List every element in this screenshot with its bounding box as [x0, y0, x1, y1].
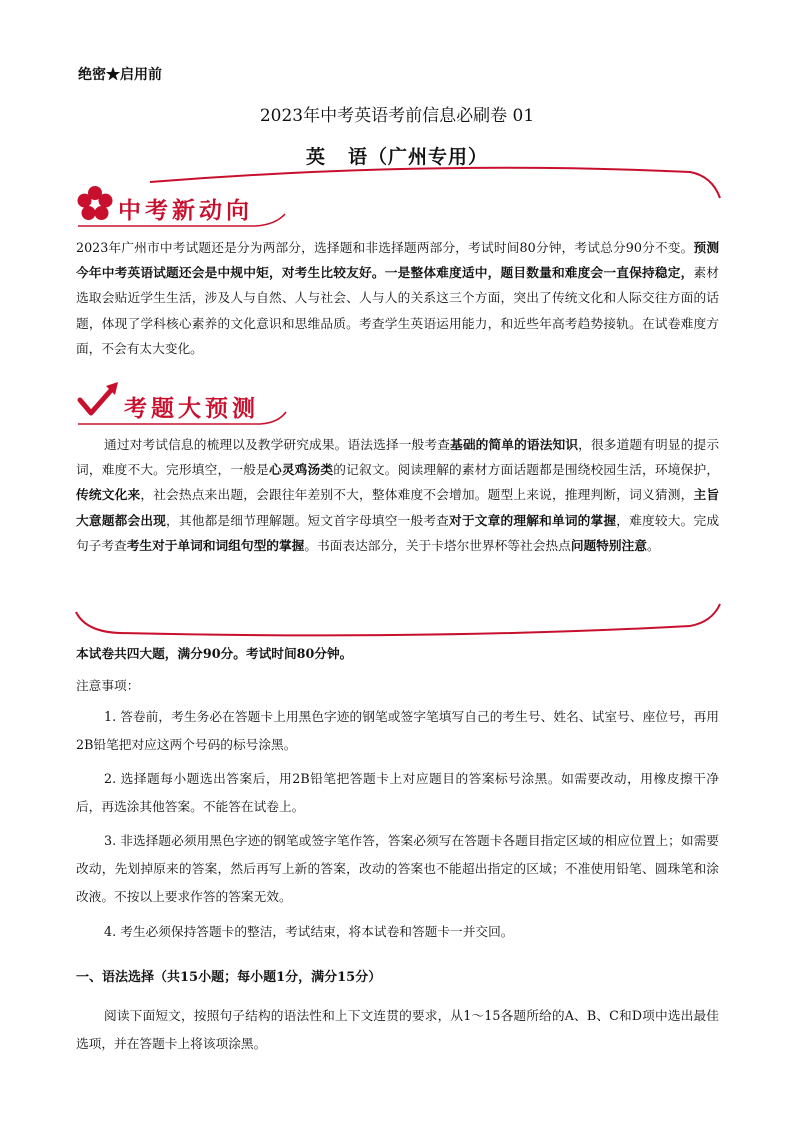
secret-label: 绝密★启用前 — [78, 67, 162, 83]
notes-label: 注意事项： — [76, 678, 140, 693]
box1-heading: 中考新动向 — [118, 198, 253, 224]
page-subtitle — [0, 142, 794, 169]
note-item-3: 3. 非选择题必须用黑色字迹的钢笔或签字笔作答，答案必须写在答题卡各题目指定区域的相应位置上；如需要改动，先划掉原来的答案，然后再写上新的答案，改动的答案也不能超出指定的区域；不准使用铅笔、圆珠笔和涂改液。不按以上要求作答的答案无效。 — [76, 833, 719, 904]
section1-instruction: 阅读下面短文，按照句子结构的语法性和上下文连贯的要求，从1～15各题所给的A、B、C和D项中选出最佳选项，并在答题卡上将该项涂黑。 — [76, 1008, 719, 1051]
note-item-1: 1. 答卷前，考生务必在答题卡上用黑色字迹的钢笔或签字笔填写自己的考生号、姓名、试室号、座位号，再用2B铅笔把对应这两个号码的标号涂黑。 — [76, 709, 719, 752]
box2-paragraph: 通过对考试信息的梳理以及教学研究成果。语法选择一般考查基础的简单的语法知识，很多道题有明显的提示词，难度不大。完形填空，一般是心灵鸡汤类的记叙文。阅读理解的素材方面话题都是围绕校园生活，环境保护，传统文化来，社会热点来出题，会跟往年差别不大，整体难度不会增加。题型上来说，推理判断，词义猜测，主旨大意题都会出现，其他都是细节理解题。短文首字母填空一般考查对于文章的理解和单词的掌握，难度较大。完成句子考查考生对于单词和词组句型的掌握。书面表达部分，关于卡塔尔世界杯等社会热点问题特别注意。 — [76, 437, 720, 553]
subject-char: 英 — [305, 146, 326, 168]
section1-heading: 一、语法选择（共15小题；每小题1分，满分15分） — [76, 970, 382, 985]
box-bottom-arc — [76, 604, 720, 635]
arrow-check-icon — [80, 382, 118, 413]
box2-heading: 考题大预测 — [124, 396, 259, 422]
box1-paragraph: 2023年广州市中考试题还是分为两部分，选择题和非选择题两部分，考试时间80分钟，考试总分90分不变。预测今年中考英语试题还会是中规中矩，对考生比较友好。一是整体难度适中，题目数量和难度会一直保持稳定，素材选取会贴近学生生活，涉及人与自然、人与社会、人与人的关系这三个方面，突出了传统文化和人际交往方面的话题，体现了学科核心素养的文化意识和思维品质。考查学生英语运用能力，和近些年高考趋势接轨。在试卷难度方面，不会有太大变化。 — [76, 240, 720, 356]
notes-intro: 本试卷共四大题，满分90分。考试时间80分钟。 — [76, 646, 353, 661]
note-item-2: 2. 选择题每小题选出答案后，用2B铅笔把答题卡上对应题目的答案标号涂黑。如需要改动，用橡皮擦干净后，再选涂其他答案。不能答在试卷上。 — [76, 771, 719, 814]
subject-rest: 语（广州专用） — [348, 146, 489, 168]
page-title: 2023年中考英语考前信息必刷卷 01 — [259, 106, 535, 126]
flower-icon — [78, 186, 113, 220]
note-item-4: 4. 考生必须保持答题卡的整洁，考试结束，将本试卷和答题卡一并交回。 — [104, 924, 514, 939]
